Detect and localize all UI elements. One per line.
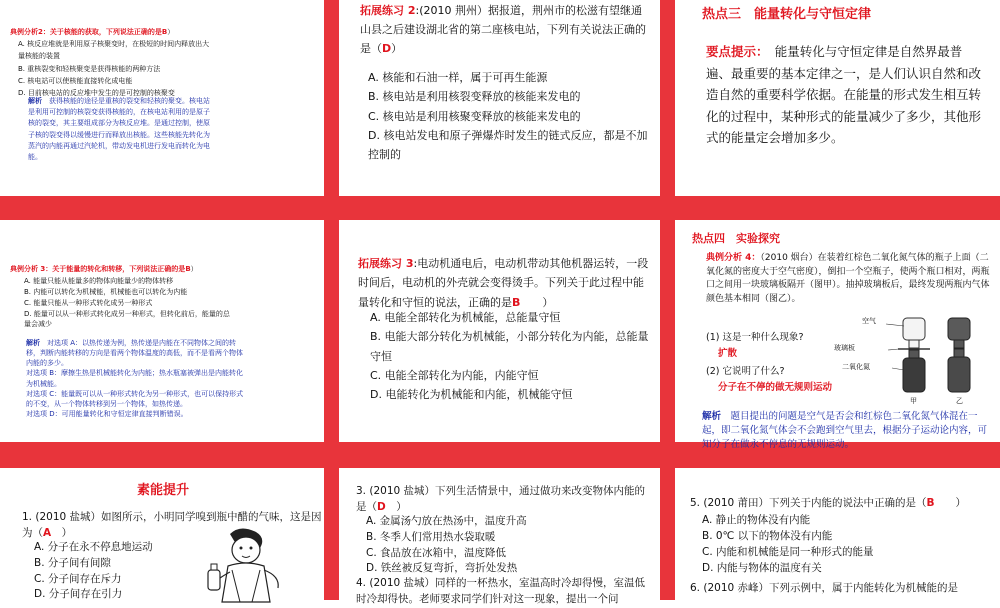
slide-5 [336,220,663,442]
option-d: D. 电能转化为机械能和内能，机械能守恒 [370,388,573,401]
slide9-question5: 5. (2010 莆田）下列关于内能的说法中正确的是（B ） [690,497,967,509]
option-d: D. 分子间存在引力 [34,588,123,601]
slide6-heading: 热点四 实验探究 [692,232,780,245]
slide5-options [370,308,654,404]
slide6-sub1: (1) 这是一种什么现象? 扩散 (2) 它说明了什么? 分子在不停的做无规则运动 [706,332,833,393]
label-no2: 二氧化氮 [842,363,870,371]
option-a: A. 分子在永不停息地运动 [34,541,153,553]
slide1-question: 典例分析2：关于核能的获取，下列说法正确的是B） [10,28,175,36]
option-a: A. 能量只能从能量多的物体向能量少的物体转移 [24,277,174,285]
slide7-right-bar [324,468,327,600]
slide2-question: 拓展练习 2:(2010 荆州）据报道，荆州市的松滋有望继通山县之后建设湖北省的第二座核电站，下列有关说法正确的是（D） [360,4,646,55]
option-c: C. 核电站是利用核聚变释放的核能来发电的 [368,109,581,123]
slide2-options [368,68,650,164]
slide8-question4: 4. (2010 盐城）同样的一杯热水，室温高时冷却得慢，室温低时冷却得快。老师要求同学们针对这一现象，提出一个问 [356,577,646,605]
option-d: D. 能量可以从一种形式转化成另一种形式，但转化前后，能量的总量会减少 [24,309,230,329]
slide9-question6: 6. (2010 赤峰）下列示例中，属于内能转化为机械能的是 [690,582,959,594]
label-air: 空气 [862,317,876,325]
slide2-left-bar [336,0,339,196]
slide6-left-bar [672,220,675,442]
option-c: C. 内能和机械能是同一种形式的能量 [702,545,874,558]
slide-1 [0,0,327,196]
slide2-right-bar [660,0,663,196]
slide6-question: 典例分析 4：（2010 烟台）在装着红棕色二氧化氮气体的瓶子上面（二氧化氮的密度大于空气密度），倒扣一个空瓶子，使两个瓶口相对，两瓶口之间用一块玻璃板隔开（图甲）。抽掉玻璃板后，最终发现两瓶内气体颜色基本相同（图乙）。 [706,253,990,304]
boy-smelling-vinegar-illustration [200,526,290,602]
slide8-question3: 3. (2010 盐城）下列生活情景中，通过做功来改变物体内能的是（D ） [356,485,646,513]
option-b: B. 内能可以转化为机械能，机械能也可以转化为内能 [24,287,188,296]
option-d: D. 核电站发电和原子弹爆炸时发生的链式反应，都是不加控制的 [368,128,648,161]
option-c: C. 食品放在冰箱中，温度降低 [366,546,507,559]
slide4-analysis: 解析 对选项 A：以热传递为例，热传递是内能在不同物体之间的转移，判断内能转移的方向是看两个物体温度的高低，而不是看两个物体内能的多少。 对选项 B：摩擦生热是机械能转化为内能；热水瓶塞被弹出是内能转化为机械能。 对选项 C：能量既可以从一种形式转化为另一种形式，也可以保持形式的不变，从一个物体转移到另一个物体，如热传递。 对选项 D：可用能量转化和守恒定律直接判断错误。 [26,339,244,418]
slide-3 [672,0,1000,196]
slide3-point: 要点提示： 能量转化与守恒定律是自然界最普遍、最重要的基本定律之一，是人们认识自然和改造自然的重要科学依据。在能量的形式发生相互转化的过程中，某种形式的能量减少了多少，其他形式的能量定会增加多少。 [706,44,982,145]
option-a: A. 核反应堆就是利用原子核聚变时，在极短的时间内释放出大量核能的装置 [18,40,210,61]
slide9-options [702,513,874,577]
slide9-left-bar [672,468,675,600]
slide-7 [0,468,327,600]
option-b: B. 重核裂变和轻核聚变是获得核能的两种方法 [18,64,161,73]
option-c: C. 能量只能从一种形式转化成另一种形式 [24,298,153,307]
slide7-heading: 素能提升 [137,483,190,498]
slide8-left-bar [336,468,339,600]
slide-6 [672,220,1000,450]
diffusion-bottles-illustration [862,312,992,412]
slide7-question: 1. (2010 盐城）如图所示，小明同学嗅到瓶中醋的气味，这是因为（A ） [22,511,322,539]
slide-2 [336,0,663,196]
slide4-question: 典例分析 3：关于能量的转化和转移，下列说法正确的是B） [10,265,198,273]
slide3-left-bar [672,0,675,196]
slide8-right-bar [660,468,663,600]
option-c: C. 分子间存在斥力 [34,572,122,585]
slide-8 [336,468,663,605]
option-b: B. 0℃ 以下的物体没有内能 [702,529,833,542]
option-a: A. 金属汤勺放在热汤中，温度升高 [366,515,527,527]
slide4-options [24,276,234,330]
slide1-options [18,38,214,99]
slide5-question: 拓展练习 3:电动机通电后，电动机带动其他机器运转，一段时间后，电动机的外壳就会变得烫手。下列关于此过程中能量转化和守恒的说法，正确的是B ） [358,257,649,309]
slide6-analysis: 解析 题目提出的问题是空气是否会和红棕色二氧化氮气体混在一起，即二氧化氮气体会不会跑到空气里去，根据分子运动论内容，可知分子在做永不停息的无规则运动。 [702,411,988,450]
slide1-analysis: 解析 获得核能的途径是重核的裂变和轻核的聚变。核电站是利用可控制的核裂变获得核能的，在核电站利用的是原子核的裂变，其主要组成部分为核反应堆。是通过控制，使原子核的裂变得以缓慢进行而释放出核能。这些核能先转化为蒸汽的内能再通过汽轮机，带动发电机进行发电而转化为电能。 [28,97,210,161]
option-d: D. 铁丝被反复弯折，弯折处发热 [366,562,518,575]
slide7-options [34,540,153,603]
option-b: B. 冬季人们常用热水袋取暖 [366,530,496,543]
option-b: B. 核电站是利用核裂变释放的核能来发电的 [368,90,581,104]
label-fig-b: 乙 [956,397,963,405]
label-fig-a: 甲 [910,397,917,405]
bottles-figure [834,312,992,412]
slide-9 [672,468,1000,600]
slide8-options [366,514,527,577]
option-a: A. 静止的物体没有内能 [702,514,811,526]
slide4-right-bar [324,220,327,442]
option-b: B. 分子间有间隙 [34,556,111,569]
option-a: A. 电能全部转化为机械能，总能量守恒 [370,311,561,324]
slide1-right-bar [324,0,327,196]
option-b: B. 电能大部分转化为机械能，小部分转化为内能，总能量守恒 [370,330,649,363]
slide5-left-bar [336,220,339,442]
option-c: C. 核电站可以使核能直接转化成电能 [18,76,133,85]
option-a: A. 核能和石油一样，属于可再生能源 [368,71,548,84]
option-c: C. 电能全部转化为内能，内能守恒 [370,368,539,382]
label-glass-plate: 玻璃板 [834,344,855,352]
slide5-right-bar [660,220,663,442]
slide-4 [0,220,327,442]
option-d: D. 目前核电站的反应堆中发生的是可控制的核聚变 [18,89,175,97]
slide3-heading: 热点三 能量转化与守恒定律 [702,7,872,22]
option-d: D. 内能与物体的温度有关 [702,561,822,574]
